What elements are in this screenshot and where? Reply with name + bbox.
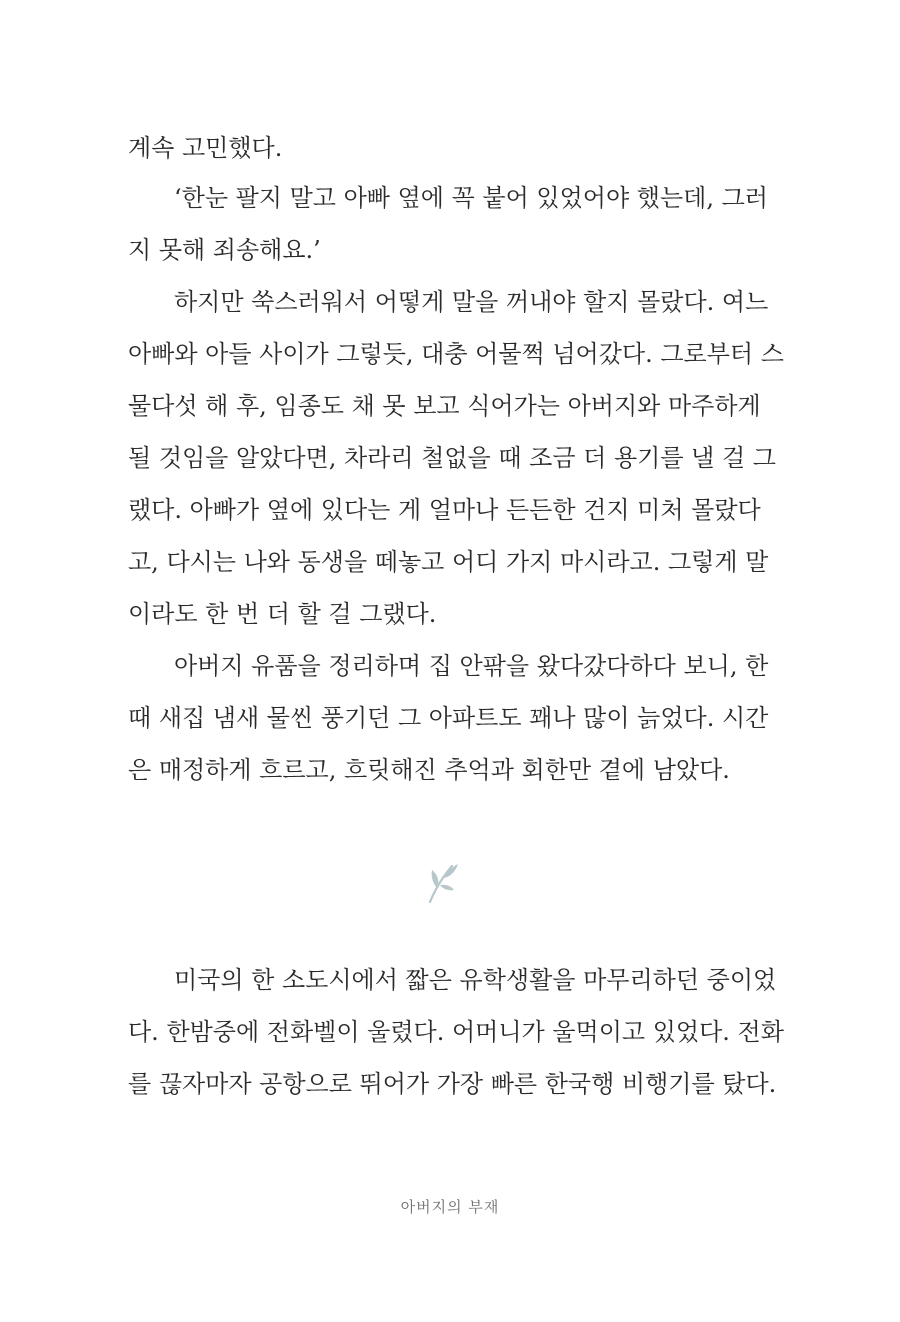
- body-line: 미국의 한 소도시에서 짧은 유학생활을 마무리하던 중이었: [174, 966, 777, 994]
- body-line: 하지만 쑥스러워서 어떻게 말을 꺼내야 할지 몰랐다. 여느: [174, 288, 769, 316]
- body-line: 계속 고민했다.: [128, 134, 283, 162]
- body-line: 이라도 한 번 더 할 걸 그랬다.: [128, 600, 437, 628]
- body-line: 를 끊자마자 공항으로 뛰어가 가장 빠른 한국행 비행기를 탔다.: [128, 1070, 777, 1098]
- body-line: 될 것임을 알았다면, 차라리 철없을 때 조금 더 용기를 낼 걸 그: [128, 444, 776, 472]
- body-line: 은 매정하게 흐르고, 흐릿해진 추억과 회한만 곁에 남았다.: [128, 756, 730, 784]
- body-line: 아버지 유품을 정리하며 집 안팎을 왔다갔다하다 보니, 한: [174, 652, 769, 680]
- body-line: 아빠와 아들 사이가 그렇듯, 대충 어물쩍 넘어갔다. 그로부터 스: [128, 340, 784, 368]
- body-line: 랬다. 아빠가 옆에 있다는 게 얼마나 든든한 건지 미처 몰랐다: [128, 496, 761, 524]
- body-line: 다. 한밤중에 전화벨이 울렸다. 어머니가 울먹이고 있었다. 전화: [128, 1018, 784, 1046]
- body-line: 때 새집 냄새 물씬 풍기던 그 아파트도 꽤나 많이 늙었다. 시간: [128, 704, 769, 732]
- body-line: ‘한눈 팔지 말고 아빠 옆에 꼭 붙어 있었어야 했는데, 그러: [174, 184, 768, 212]
- body-line: 고, 다시는 나와 동생을 떼놓고 어디 가지 마시라고. 그렇게 말: [128, 548, 769, 576]
- running-title: 아버지의 부재: [400, 1198, 500, 1216]
- body-line: 지 못해 죄송해요.’: [128, 236, 321, 264]
- body-line: 물다섯 해 후, 임종도 채 못 보고 식어가는 아버지와 마주하게: [128, 392, 761, 420]
- leaf-sprig-icon: [422, 858, 462, 906]
